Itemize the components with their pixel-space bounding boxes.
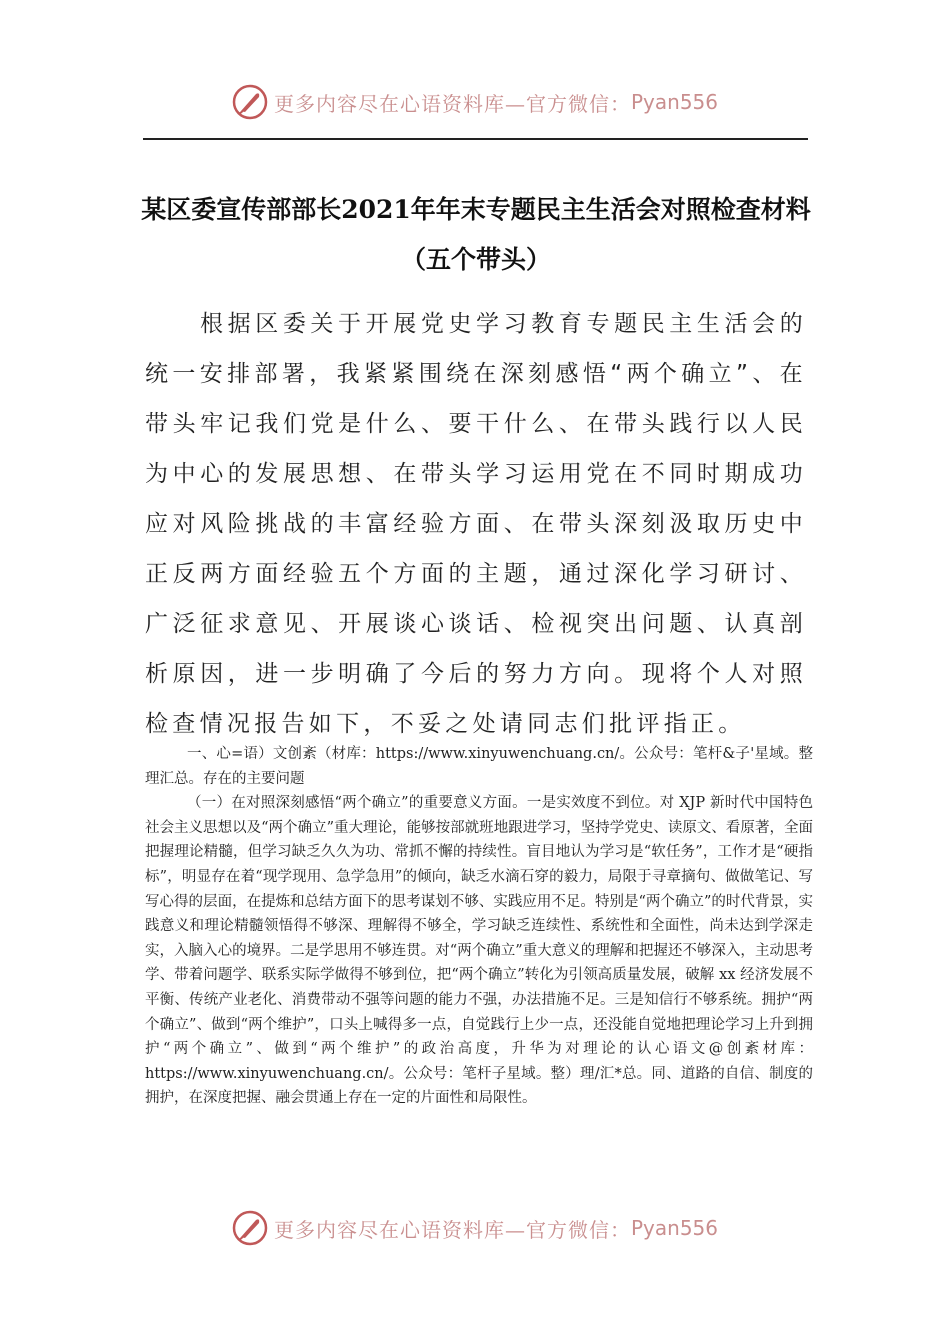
quill-logo-icon <box>232 84 268 120</box>
section-heading: 一、心=语）文创紊（材库：https://www.xinyuwenchuang.cn/。公众号：笔杆&子'星域。整理汇总。存在的主要问题 <box>145 746 813 787</box>
lead-section <box>145 299 807 749</box>
banner-text: 更多内容尽在心语资料库—官方微信： <box>273 1217 631 1242</box>
banner-handle: Pyan556 <box>630 90 718 114</box>
body-section <box>145 742 813 1111</box>
body-paragraph: （一）在对照深刻感悟“两个确立”的重要意义方面。一是实效度不到位。对 XJP 新时代中国特色社会主义思想以及“两个确立”重大理论，能够按部就班地跟进学习，坚持学党史、读原文、看原著，全面把握理论精髓，但学习缺乏久久为功、常抓不懈的持续性。盲目地认为学习是“软任务”，工作才是“硬指标”，明显存在着“现学现用、急学急用”的倾向，缺乏水滴石穿的毅力，局限于寻章摘句、做做笔记、写写心得的层面，在提炼和总结方面下的思考谋划不够、实践应用不足。特别是“两个确立”的时代背景，实践意义和理论精髓领悟得不够深、理解得不够全，学习缺乏连续性、系统性和全面性，尚未达到学深走实，入脑入心的境界。二是学思用不够连贯。对“两个确立”重大意义的理解和把握还不够深入，主动思考学、带着问题学、联系实际学做得不够到位，把“两个确立”转化为引领高质量发展，破解 xx 经济发展不平衡、传统产业老化、消费带动不强等问题的能力不强，办法措施不足。三是知信行不够系统。拥护“两个确立”、做到“两个维护”，口头上喊得多一点，自觉践行上少一点，还没能自觉地把理论学习上升到拥护“两个确立”、做到“两个维护”的政治高度，升华为对理论的认心语文@创紊材库：https://www.xinyuwenchuang.cn/。公众号：笔杆子星域。整）理/汇*总。同、道路的自信、制度的拥护，在深度把握、融会贯通上存在一定的片面性和局限性。 <box>145 795 813 1107</box>
footer-banner <box>0 1206 950 1250</box>
banner-handle: Pyan556 <box>630 1216 718 1240</box>
header-divider <box>143 138 808 140</box>
lead-paragraph: 根据区委关于开展党史学习教育专题民主生活会的统一安排部署，我紧紧围绕在深刻感悟“两个确立”、在带头牢记我们党是什么、要干什么、在带头践行以人民为中心的发展思想、在带头学习运用党在不同时期成功应对风险挑战的丰富经验方面、在带头深刻汲取历史中正反两方面经验五个方面的主题，通过深化学习研讨、广泛征求意见、开展谈心谈话、检视突出问题、认真剖析原因，进一步明确了今后的努力方向。现将个人对照检查情况报告如下，不妥之处请同志们批评指正。 <box>145 311 807 737</box>
header-banner <box>0 80 950 124</box>
banner-text: 更多内容尽在心语资料库—官方微信： <box>273 91 631 116</box>
document-title: 某区委宣传部部长2021年年末专题民主生活会对照检查材料（五个带头） <box>141 194 811 274</box>
quill-logo-icon <box>232 1210 268 1246</box>
